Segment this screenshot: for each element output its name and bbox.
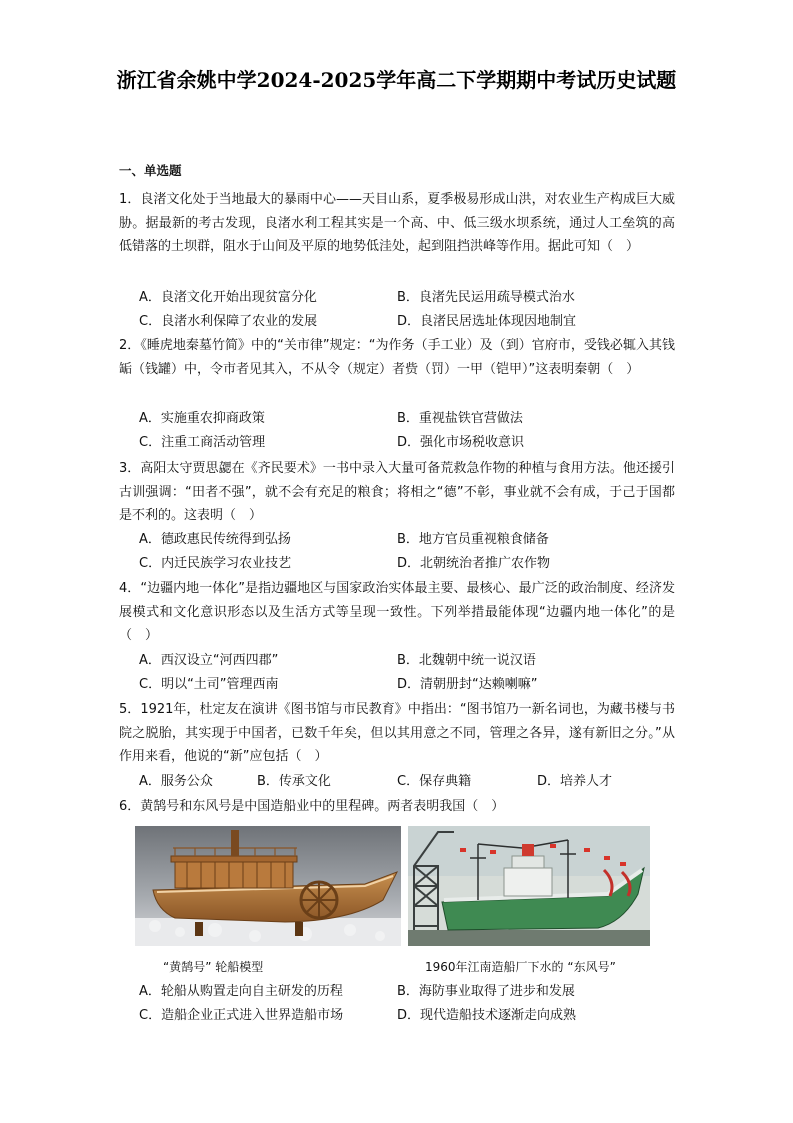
q4-option-a: A．西汉设立“河西四郡” — [139, 653, 279, 668]
q1-option-c: C．良渚水利保障了农业的发展 — [139, 314, 318, 329]
q2-option-a: A．实施重农抑商政策 — [139, 411, 265, 426]
q5-option-d: D．培养人才 — [537, 774, 613, 789]
q6-option-a: A．轮船从购置走向自主研发的历程 — [139, 984, 343, 999]
figure-1-caption: “黄鹄号” 轮船模型 — [163, 960, 264, 974]
q2-option-d: D．强化市场税收意识 — [397, 435, 525, 450]
dongfeng-ship-photo — [408, 826, 650, 946]
q5-option-b: B．传承文化 — [257, 774, 331, 789]
q2-option-c: C．注重工商活动管理 — [139, 435, 266, 450]
launched-cargo-ship-icon — [408, 826, 650, 946]
q6-option-b: B．海防事业取得了进步和发展 — [397, 984, 575, 999]
q1-option-d: D．良渚民居选址体现因地制宜 — [397, 314, 577, 329]
q4-option-d: D．清朝册封“达赖喇嘛” — [397, 677, 538, 692]
question-5-stem: 5．1921年，杜定友在演讲《图书馆与市民教育》中指出：“图书馆乃一新名词也，为藏书楼与书院之脱胎，其实现于中国者，已数千年矣，但以其用意之不同，管理之各异，遂有新旧之分。”从作用来看，他说的“新”应包括（ ） — [119, 702, 675, 764]
section-heading: 一、单选题 — [119, 163, 182, 178]
q5-option-a: A．服务公众 — [139, 774, 213, 789]
huanghu-ship-model-photo — [135, 826, 401, 946]
question-2-stem: 2．《睡虎地秦墓竹简》中的“关市律”规定：“为作务（手工业）及（到）官府市，受钱必辄入其钱缿（钱罐）中，令市者见其入，不从令（规定）者赀（罚）一甲（铠甲）”这表明秦朝（ ） — [119, 338, 675, 377]
q3-option-d: D．北朝统治者推广农作物 — [397, 556, 551, 571]
q4-option-c: C．明以“土司”管理西南 — [139, 677, 279, 692]
q6-option-d: D．现代造船技术逐渐走向成熟 — [397, 1008, 577, 1023]
q3-option-b: B．地方官员重视粮食储备 — [397, 532, 549, 547]
question-3-stem: 3．高阳太守贾思勰在《齐民要术》一书中录入大量可备荒救急作物的种植与食用方法。他还援引古训强调：“田者不强”，就不会有充足的粮食；将相之“德”不彰，事业就不会有成，于己于国都是不利的。这表明（ ） — [119, 461, 675, 523]
q3-option-a: A．德政惠民传统得到弘扬 — [139, 532, 291, 547]
figure-2-caption: 1960年江南造船厂下水的 “东风号” — [425, 960, 616, 974]
question-6-stem: 6．黄鹄号和东风号是中国造船业中的里程碑。两者表明我国（ ） — [119, 799, 505, 814]
q1-option-b: B．良渚先民运用疏导模式治水 — [397, 290, 575, 305]
question-1-stem: 1．良渚文化处于当地最大的暴雨中心——天目山系，夏季极易形成山洪，对农业生产构成巨大威胁。据最新的考古发现，良渚水利工程其实是一个高、中、低三级水坝系统，通过人工垒筑的高低错落的土坝群，阻水于山间及平原的地势低洼处，起到阻挡洪峰等作用。据此可知（ ） — [119, 192, 675, 254]
question-4-stem: 4．“边疆内地一体化”是指边疆地区与国家政治实体最主要、最核心、最广泛的政治制度、经济发展模式和文化意识形态以及生活方式等呈现一致性。下列举措最能体现“边疆内地一体化”的是（ ） — [119, 581, 675, 643]
q6-option-c: C．造船企业正式进入世界造船市场 — [139, 1008, 344, 1023]
q2-option-b: B．重视盐铁官营做法 — [397, 411, 523, 426]
wooden-steamship-model-icon — [135, 826, 401, 946]
q4-option-b: B．北魏朝中统一说汉语 — [397, 653, 536, 668]
q5-option-c: C．保存典籍 — [397, 774, 472, 789]
q3-option-c: C．内迁民族学习农业技艺 — [139, 556, 292, 571]
q1-option-a: A．良渚文化开始出现贫富分化 — [139, 290, 317, 305]
page-title: 浙江省余姚中学2024-2025学年高二下学期期中考试历史试题 — [116, 68, 677, 92]
